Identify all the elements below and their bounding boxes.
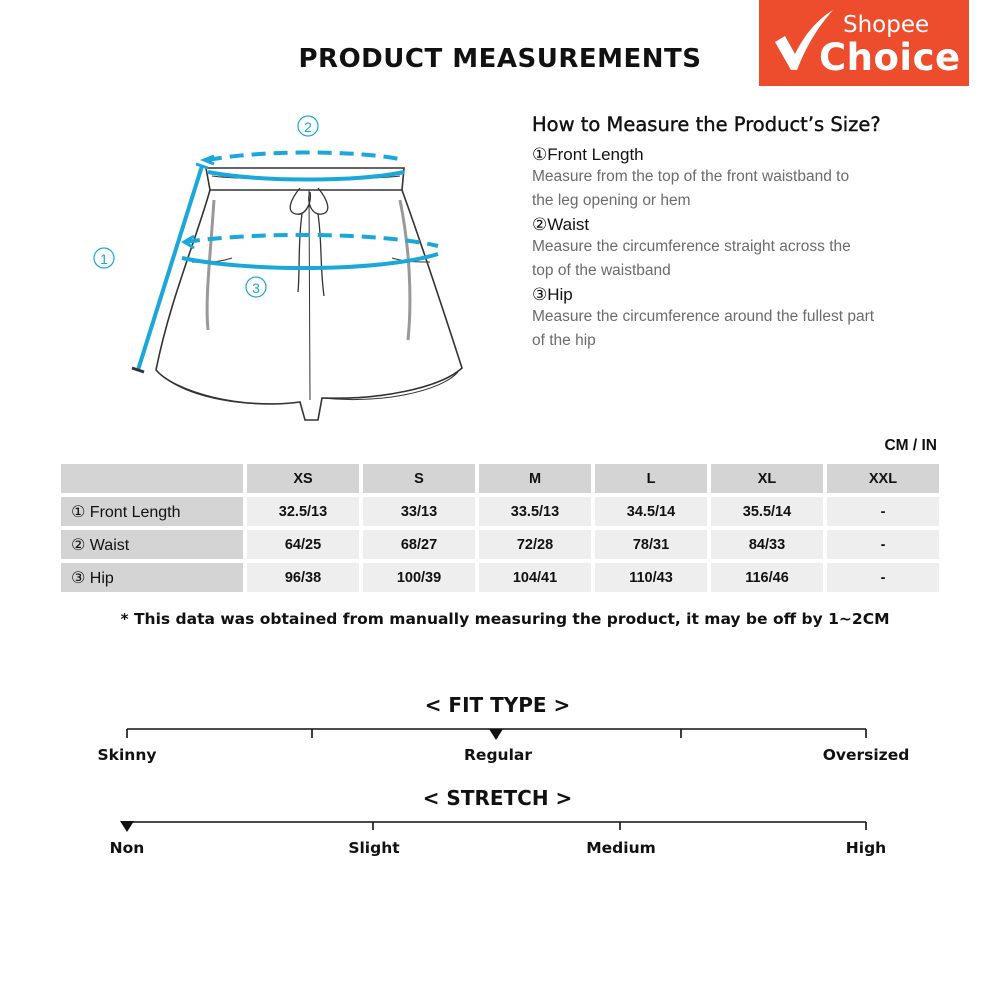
stretch-indicator (120, 821, 134, 832)
column-header: XXL (827, 464, 939, 493)
waist-measure-line (204, 153, 404, 180)
fit-type-indicator (489, 729, 503, 740)
table-cell: - (827, 530, 939, 559)
column-header: XS (247, 464, 359, 493)
hip-measure-line (182, 235, 438, 268)
brand-top-text: Shopee (843, 12, 930, 38)
table-cell: 68/27 (363, 530, 475, 559)
table-cell: 33.5/13 (479, 497, 591, 526)
svg-text:1: 1 (100, 251, 108, 267)
table-header-row (61, 464, 939, 493)
shopee-choice-logo (759, 0, 969, 86)
fit-type-label: Regular (464, 746, 532, 764)
table-cell: 35.5/14 (711, 497, 823, 526)
table-cell: 110/43 (595, 563, 707, 592)
desc-line: Measure from the top of the front waistband to (532, 168, 850, 185)
marker-hip (246, 277, 266, 297)
table-row (61, 530, 939, 559)
table-cell: 33/13 (363, 497, 475, 526)
measure-item-title: ③Hip (532, 285, 573, 304)
svg-text:2: 2 (304, 119, 312, 135)
how-to-measure-section (532, 113, 932, 354)
table-cell: 96/38 (247, 563, 359, 592)
fit-type-label: Skinny (97, 746, 157, 764)
shorts-measurement-diagram (80, 105, 480, 435)
table-cell: - (827, 563, 939, 592)
measure-item-desc (532, 305, 932, 353)
table-row (61, 563, 939, 592)
column-header: M (479, 464, 591, 493)
column-header: XL (711, 464, 823, 493)
desc-line: Measure the circumference around the fullest part (532, 308, 875, 325)
table-cell: 104/41 (479, 563, 591, 592)
table-cell: 100/39 (363, 563, 475, 592)
table-cell: - (827, 497, 939, 526)
shorts-illustration (156, 168, 462, 420)
table-cell: 72/28 (479, 530, 591, 559)
measure-item-title: ②Waist (532, 215, 590, 234)
svg-text:3: 3 (252, 280, 260, 296)
measurement-note: * This data was obtained from manually measuring the product, it may be off by 1~2CM (120, 610, 890, 628)
row-label: ② Waist (61, 530, 243, 559)
fit-type-title: < FIT TYPE > (424, 693, 571, 717)
marker-waist (298, 116, 318, 136)
table-cell: 64/25 (247, 530, 359, 559)
measure-item-title: ①Front Length (532, 145, 644, 164)
stretch-label: Non (109, 839, 145, 857)
desc-line: Measure the circumference straight across the (532, 238, 851, 255)
table-cell: 78/31 (595, 530, 707, 559)
fit-type-label: Oversized (822, 746, 910, 764)
measure-item-desc (532, 165, 932, 213)
page-title: PRODUCT MEASUREMENTS (298, 44, 702, 74)
measure-item-desc (532, 235, 932, 283)
units-label: CM / IN (884, 437, 937, 454)
stretch-label: Medium (586, 839, 656, 857)
size-table (57, 460, 943, 596)
table-row (61, 497, 939, 526)
column-header: L (595, 464, 707, 493)
desc-line: top of the waistband (532, 262, 671, 279)
marker-length (94, 248, 114, 268)
table-cell: 34.5/14 (595, 497, 707, 526)
stretch-title: < STRETCH > (422, 786, 573, 810)
row-label: ③ Hip (61, 563, 243, 592)
table-corner-cell (61, 464, 243, 493)
stretch-label: Slight (348, 839, 400, 857)
desc-line: the leg opening or hem (532, 192, 691, 209)
stretch-label: High (845, 839, 887, 857)
table-cell: 32.5/13 (247, 497, 359, 526)
front-length-measure-line (132, 164, 208, 372)
table-cell: 116/46 (711, 563, 823, 592)
table-cell: 84/33 (711, 530, 823, 559)
desc-line: of the hip (532, 332, 596, 349)
how-to-measure-heading: How to Measure the Product’s Size? (532, 113, 881, 136)
row-label: ① Front Length (61, 497, 243, 526)
column-header: S (363, 464, 475, 493)
brand-main-text: Choice (819, 36, 961, 79)
